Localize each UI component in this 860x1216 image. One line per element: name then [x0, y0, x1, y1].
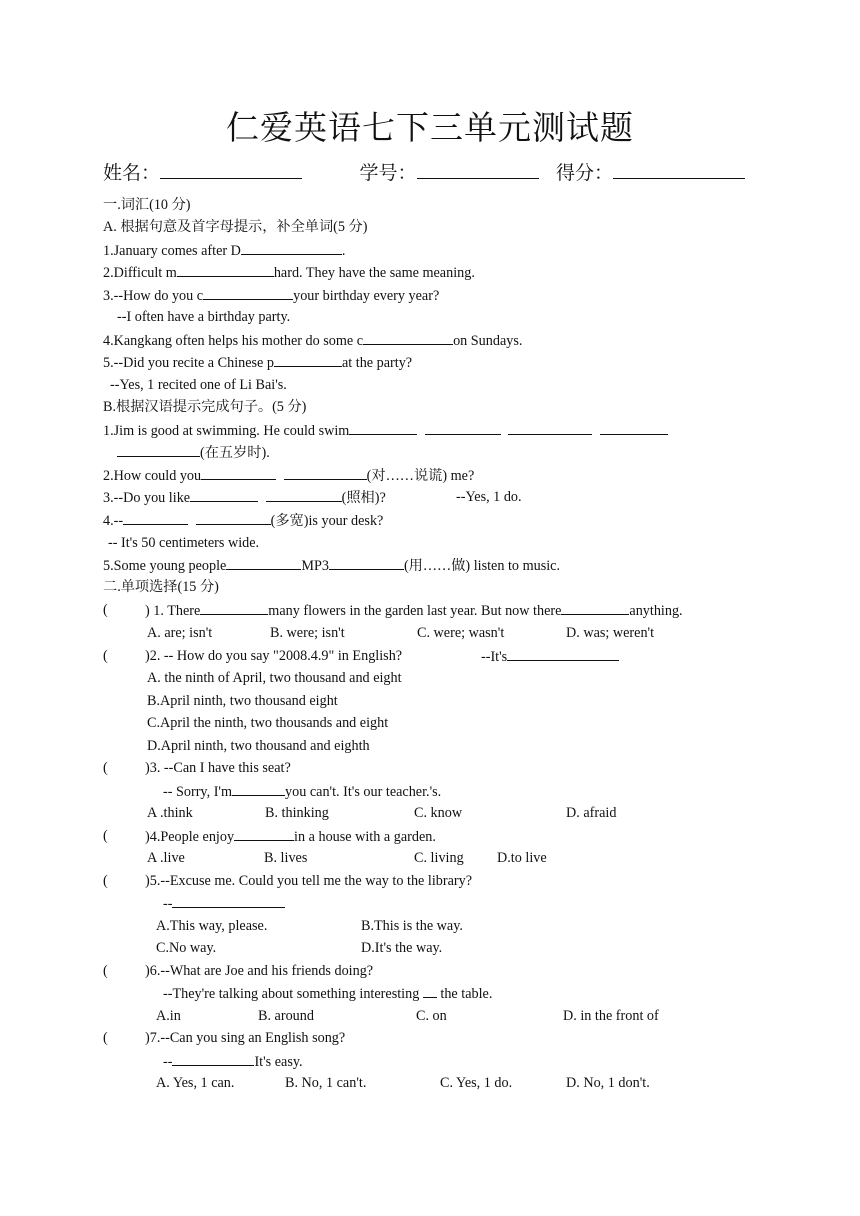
partA-q5: 5.--Did you recite a Chinese p at the party?: [103, 355, 413, 371]
mc-q4-option-a[interactable]: A .live: [147, 850, 185, 866]
partB-q3-answer: --Yes, 1 do.: [456, 489, 522, 505]
partA-heading: A. 根据句意及首字母提示，补全单词(5 分): [103, 219, 368, 235]
answer-blank[interactable]: [284, 466, 367, 480]
mc-q7-option-d[interactable]: D. No, 1 don't.: [566, 1075, 650, 1091]
answer-blank[interactable]: [363, 331, 453, 345]
mc-q4-option-d[interactable]: D.to live: [497, 850, 547, 866]
mc-q2-stem: )2. -- How do you say "2008.4.9" in English?: [145, 648, 403, 664]
mc-q1-option-c[interactable]: C. were; wasn't: [417, 625, 505, 641]
mc-q3-reply: -- Sorry, I'm you can't. It's our teacher.'s.: [163, 784, 442, 800]
partA-q3: 3.--How do you c your birthday every year?: [103, 288, 440, 304]
answer-blank[interactable]: [274, 353, 342, 367]
mc-q7-paren[interactable]: (: [103, 1030, 108, 1046]
section2-heading: 二.单项选择(15 分): [103, 579, 219, 595]
mc-q3-option-d[interactable]: D. afraid: [566, 805, 617, 821]
mc-q7-option-c[interactable]: C. Yes, 1 do.: [440, 1075, 513, 1091]
answer-blank[interactable]: [600, 421, 668, 435]
mc-q3-option-a[interactable]: A .think: [147, 805, 193, 821]
answer-blank[interactable]: [226, 556, 301, 570]
mc-q4-paren[interactable]: (: [103, 828, 108, 844]
mc-q6-paren[interactable]: (: [103, 963, 108, 979]
mc-q5-reply: --: [163, 894, 285, 913]
mc-q6-option-d[interactable]: D. in the front of: [563, 1008, 659, 1024]
answer-blank[interactable]: [232, 782, 285, 796]
page-title: 仁爱英语七下三单元测试题: [226, 111, 634, 147]
mc-q1-option-b[interactable]: B. were; isn't: [270, 625, 345, 641]
section1-heading: 一.词汇(10 分): [103, 197, 191, 213]
partA-q3-answer: --I often have a birthday party.: [117, 309, 291, 325]
mc-q5-paren[interactable]: (: [103, 873, 108, 889]
partB-q4: 4.-- (多宽)is your desk?: [103, 513, 384, 529]
mc-q6-option-a[interactable]: A.in: [156, 1008, 181, 1024]
score-blank[interactable]: [613, 160, 745, 179]
answer-blank[interactable]: [507, 647, 619, 661]
student-info-row: [103, 158, 745, 185]
partA-q1: 1.January comes after D .: [103, 243, 346, 259]
answer-blank[interactable]: [266, 488, 342, 502]
mc-q5-stem: )5.--Excuse me. Could you tell me the way to the library?: [145, 873, 473, 889]
answer-blank[interactable]: [117, 443, 200, 457]
partA-q4: 4.Kangkang often helps his mother do some c on Sundays.: [103, 333, 523, 349]
mc-q7-option-a[interactable]: A. Yes, 1 can.: [156, 1075, 235, 1091]
answer-blank[interactable]: [172, 894, 285, 908]
mc-q5-option-c[interactable]: C.No way.: [156, 940, 217, 956]
partB-heading: B.根据汉语提示完成句子。(5 分): [103, 399, 307, 415]
partB-q5: 5.Some young people MP3 (用……做) listen to music.: [103, 558, 561, 574]
mc-q5-option-d[interactable]: D.It's the way.: [361, 940, 443, 956]
answer-blank[interactable]: [423, 984, 437, 998]
mc-q2-reply: --It's: [481, 647, 619, 666]
mc-q2-paren[interactable]: (: [103, 648, 108, 664]
answer-blank[interactable]: [241, 241, 342, 255]
mc-q6-stem: )6.--What are Joe and his friends doing?: [145, 963, 374, 979]
number-label: 学号：: [359, 163, 417, 184]
answer-blank[interactable]: [561, 601, 629, 615]
mc-q2-option-c[interactable]: C.April the ninth, two thousands and eight: [147, 715, 389, 731]
mc-q2-option-b[interactable]: B.April ninth, two thousand eight: [147, 693, 338, 709]
mc-q3-option-b[interactable]: B. thinking: [265, 805, 329, 821]
mc-q7-reply: -- It's easy.: [163, 1054, 303, 1070]
answer-blank[interactable]: [203, 286, 293, 300]
partA-q5-answer: --Yes, 1 recited one of Li Bai's.: [110, 377, 287, 393]
partB-q1: 1.Jim is good at swimming. He could swim: [103, 421, 668, 440]
number-blank[interactable]: [417, 160, 539, 179]
answer-blank[interactable]: [177, 263, 274, 277]
mc-q4-stem: )4.People enjoy in a house with a garden.: [145, 829, 436, 845]
answer-blank[interactable]: [172, 1052, 254, 1066]
mc-q3-stem: )3. --Can I have this seat?: [145, 760, 291, 776]
partB-q3: 3.--Do you like (照相)?: [103, 490, 386, 506]
mc-q4-option-c[interactable]: C. living: [414, 850, 464, 866]
answer-blank[interactable]: [508, 421, 592, 435]
answer-blank[interactable]: [196, 511, 271, 525]
mc-q3-option-c[interactable]: C. know: [414, 805, 463, 821]
partA-q2: 2.Difficult m hard. They have the same meaning.: [103, 265, 475, 281]
answer-blank[interactable]: [201, 466, 276, 480]
mc-q7-option-b[interactable]: B. No, 1 can't.: [285, 1075, 367, 1091]
mc-q1-option-a[interactable]: A. are; isn't: [147, 625, 213, 641]
partB-q4-answer: -- It's 50 centimeters wide.: [108, 535, 260, 551]
answer-blank[interactable]: [190, 488, 258, 502]
answer-blank[interactable]: [329, 556, 404, 570]
answer-blank[interactable]: [123, 511, 188, 525]
answer-blank[interactable]: [349, 421, 417, 435]
score-label: 得分：: [556, 163, 614, 184]
mc-q2-option-a[interactable]: A. the ninth of April, two thousand and eight: [147, 670, 402, 686]
mc-q1-paren[interactable]: (: [103, 602, 108, 618]
mc-q3-paren[interactable]: (: [103, 760, 108, 776]
partB-q2: 2.How could you (对……说谎) me?: [103, 468, 475, 484]
answer-blank[interactable]: [200, 601, 268, 615]
mc-q5-option-a[interactable]: A.This way, please.: [156, 918, 268, 934]
mc-q6-reply: --They're talking about something interesting the table.: [163, 986, 493, 1002]
mc-q2-option-d[interactable]: D.April ninth, two thousand and eighth: [147, 738, 370, 754]
mc-q4-option-b[interactable]: B. lives: [264, 850, 308, 866]
mc-q6-option-b[interactable]: B. around: [258, 1008, 314, 1024]
mc-q5-option-b[interactable]: B.This is the way.: [361, 918, 463, 934]
name-blank[interactable]: [160, 160, 302, 179]
answer-blank[interactable]: [234, 827, 294, 841]
mc-q7-stem: )7.--Can you sing an English song?: [145, 1030, 346, 1046]
name-label: 姓名：: [103, 163, 161, 184]
mc-q1-stem: ) 1. There many flowers in the garden last year. But now there anything.: [145, 603, 683, 619]
mc-q6-option-c[interactable]: C. on: [416, 1008, 447, 1024]
mc-q1-option-d[interactable]: D. was; weren't: [566, 625, 655, 641]
answer-blank[interactable]: [425, 421, 501, 435]
partB-q1-line2: (在五岁时).: [117, 443, 270, 462]
